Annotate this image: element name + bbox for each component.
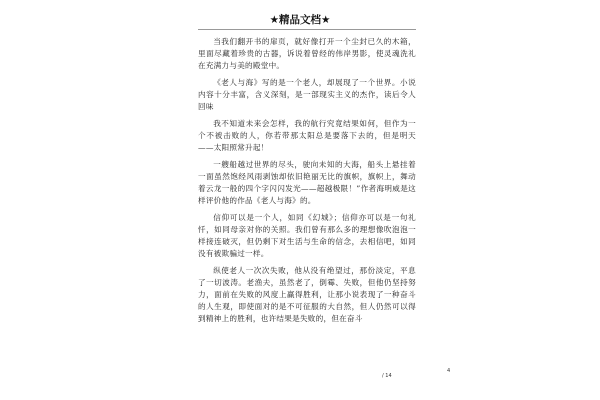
paragraph: 当我们翻开书的扉页，就好像打开一个尘封已久的木箱，里面尽藏着珍贵的古器，诉说着曾经的伟岸男影，使灵魂洗礼在充满力与美的殿堂中。 xyxy=(198,37,416,70)
paragraph: 《老人与海》写的是一个老人，却展现了一个世界。小说内容十分丰富，含义深刻，是一部现实主义的杰作，读后令人回味 xyxy=(198,78,416,111)
paragraph: 信仰可以是一个人，如同《幻城》；信仰亦可以是一句礼忏，如同母亲对你的关照。我们曾有那么多的理想像吹泡泡一样接连破灭，但仍剩下对生活与生命的信念，去相信吧，如同没有被欺骗过一样。 xyxy=(198,213,416,258)
document-header-title: ★精品文档★ xyxy=(269,14,331,26)
side-page-mark: 4 xyxy=(447,368,451,374)
document-body xyxy=(198,36,416,330)
header-divider xyxy=(198,29,416,30)
page-number: / 14 xyxy=(382,373,392,379)
paragraph: 我不知道未来会怎样，我的航行究竟结果如何，但作为一个不被击败的人，你若带那太阳总是要落下去的，但是明天——太阳照常升起！ xyxy=(198,119,416,152)
paragraph: 一艘船越过世界的尽头，驶向未知的大海，船头上悬挂着一面虽然饱经风雨剥蚀却依旧艳丽无比的旗帜，旗帜上，舞动着云龙一般的四个字闪闪发光——超越极限！”作者海明威是这样评价他的作品《老人与海》的。 xyxy=(198,160,416,205)
paragraph: 纵使老人一次次失败，他从没有绝望过，那份淡定，平息了一切波涛。老渔夫，虽然老了，倒霉、失败，但他仍坚持努力，面前在失败的风度上赢得胜利，让那小说表现了一种奋斗的人生观，即使面对的是不可征服的大自然，但人仍然可以得到精神上的胜利，也许结果是失败的，但在奋斗 xyxy=(198,266,416,323)
